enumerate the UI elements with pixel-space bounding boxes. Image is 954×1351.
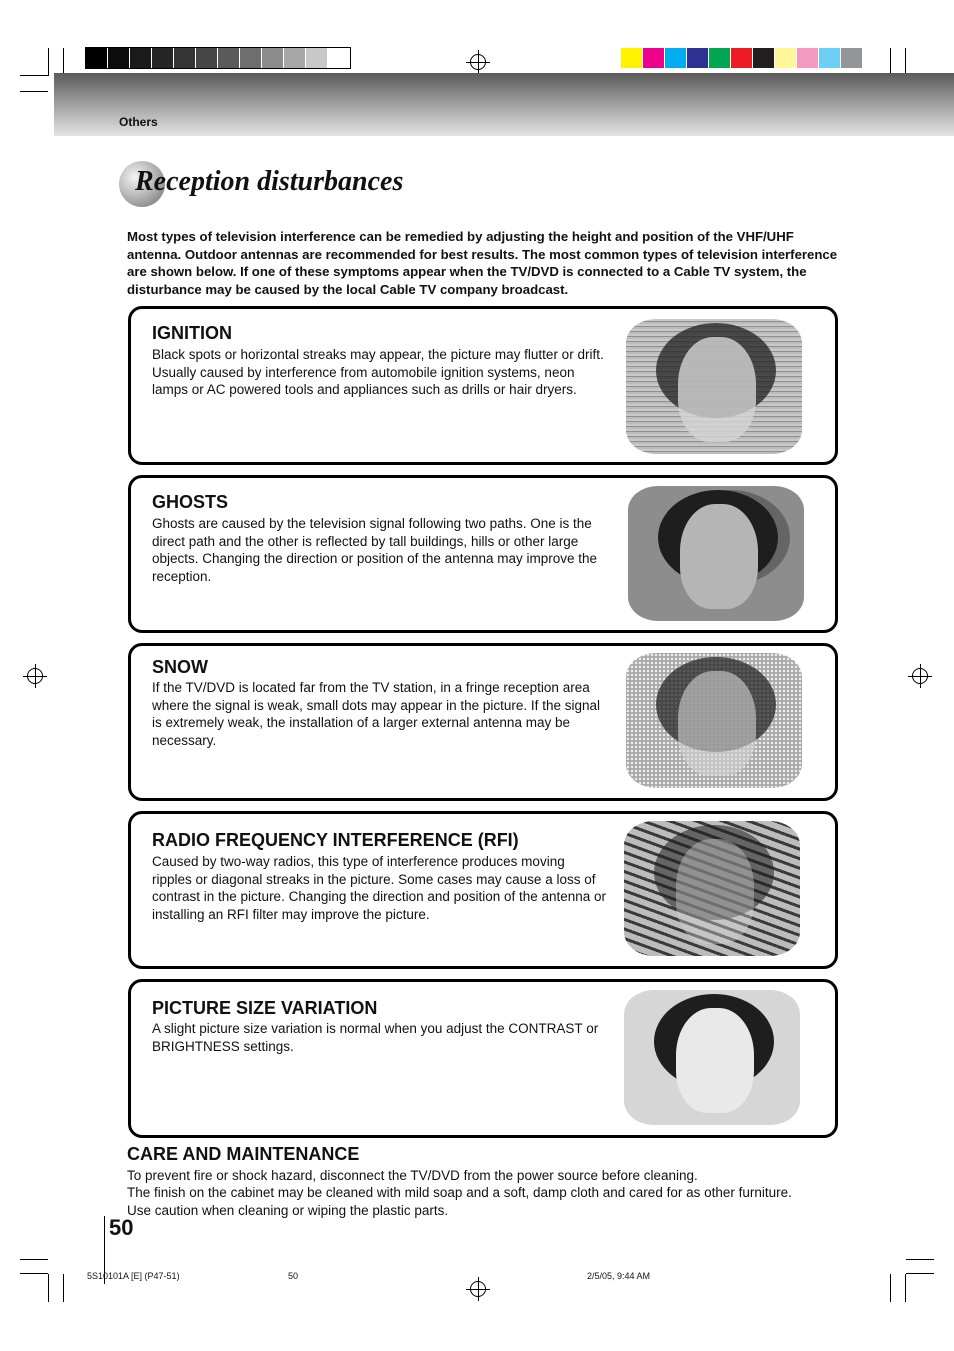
color-swatch xyxy=(621,48,643,68)
color-swatch xyxy=(797,48,819,68)
registration-mark-icon xyxy=(470,1281,486,1297)
ignition-example-image xyxy=(626,319,802,454)
crop-mark xyxy=(906,1273,934,1274)
crop-mark xyxy=(890,1274,891,1302)
gray-swatch xyxy=(152,48,174,68)
color-swatch xyxy=(819,48,841,68)
crop-mark xyxy=(890,48,891,76)
color-swatch xyxy=(731,48,753,68)
gray-swatch xyxy=(218,48,240,68)
care-heading: CARE AND MAINTENANCE xyxy=(127,1144,360,1164)
ghosts-box xyxy=(128,475,838,633)
ignition-box xyxy=(128,306,838,465)
section-body: Caused by two-way radios, this type of interference produces moving ripples or diagonal streaks in the picture. Some cases may cause a loss of contrast in the picture. Changing the direction and position of the antenna or installing an RFI filter may improve the picture. xyxy=(152,854,607,922)
picture-size-box xyxy=(128,979,838,1138)
section-label: Others xyxy=(119,115,158,129)
care-line: The finish on the cabinet may be cleaned with mild soap and a soft, damp cloth and cared for as other furniture. xyxy=(127,1185,792,1200)
color-swatch xyxy=(709,48,731,68)
picture-size-example-image xyxy=(624,990,800,1125)
grayscale-color-bar xyxy=(86,48,350,68)
gray-swatch xyxy=(86,48,108,68)
crop-mark xyxy=(20,1273,48,1274)
footer-file: 5S10101A [E] (P47-51) xyxy=(87,1271,180,1281)
gray-swatch xyxy=(240,48,262,68)
section-body: A slight picture size variation is normal when you adjust the CONTRAST or BRIGHTNESS settings. xyxy=(152,1021,599,1054)
crop-mark xyxy=(48,48,49,76)
footer-date: 2/5/05, 9:44 AM xyxy=(587,1271,651,1281)
color-swatch xyxy=(753,48,775,68)
rfi-box xyxy=(128,811,838,969)
section-heading: GHOSTS xyxy=(152,492,229,512)
section-body: Black spots or horizontal streaks may appear, the picture may flutter or drift. Usually caused by interference from automobile ignition systems, neon lamps or AC powered tools and appliances such as drills or hair dryers. xyxy=(152,347,604,397)
gray-swatch xyxy=(328,48,350,68)
intro-paragraph: Most types of television interference can be remedied by adjusting the height and position of the VHF/UHF antenna. Outdoor antennas are recommended for best results. The most common types of television interference are shown below. If one of these symptoms appear when the TV/DVD is connected to a Cable TV system, the disturbance may be caused by the local Cable TV company broadcast. xyxy=(127,229,838,297)
registration-mark-icon xyxy=(470,54,486,70)
color-swatch xyxy=(687,48,709,68)
gray-swatch xyxy=(174,48,196,68)
section-heading: IGNITION xyxy=(152,323,232,343)
crop-mark xyxy=(20,91,48,92)
section-body: If the TV/DVD is located far from the TV station, in a fringe reception area where the signal is weak, small dots may appear in the picture. If the signal is extremely weak, the installation of a larger external antenna may be necessary. xyxy=(152,680,600,748)
gray-swatch xyxy=(306,48,328,68)
footer-page: 50 xyxy=(288,1271,299,1281)
gray-swatch xyxy=(196,48,218,68)
section-body: Ghosts are caused by the television signal following two paths. One is the direct path and the other is reflected by tall buildings, hills or other large objects. Changing the direction or position of the antenna may improve the reception. xyxy=(152,516,598,584)
color-swatch xyxy=(643,48,665,68)
snow-example-image xyxy=(626,653,802,788)
crop-mark xyxy=(20,1259,48,1260)
crop-mark xyxy=(63,48,64,76)
section-heading: PICTURE SIZE VARIATION xyxy=(152,998,378,1018)
care-line: To prevent fire or shock hazard, disconnect the TV/DVD from the power source before cleaning. xyxy=(127,1168,698,1183)
crop-mark xyxy=(20,75,48,76)
section-heading: RADIO FREQUENCY INTERFERENCE (RFI) xyxy=(152,830,519,850)
color-swatch xyxy=(775,48,797,68)
ghosts-example-image xyxy=(628,486,804,621)
color-swatch xyxy=(665,48,687,68)
gray-swatch xyxy=(130,48,152,68)
crop-mark xyxy=(906,1259,934,1260)
color-swatch xyxy=(841,48,863,68)
section-heading: SNOW xyxy=(152,657,208,677)
registration-mark-icon xyxy=(912,668,928,684)
header-band xyxy=(54,73,954,136)
care-line: Use caution when cleaning or wiping the plastic parts. xyxy=(127,1203,449,1218)
registration-mark-icon xyxy=(27,668,43,684)
gray-swatch xyxy=(108,48,130,68)
rfi-example-image xyxy=(624,821,800,956)
crop-mark xyxy=(905,48,906,76)
gray-swatch xyxy=(284,48,306,68)
crop-mark xyxy=(48,1274,49,1302)
page-title: Reception disturbances xyxy=(135,166,404,197)
gray-swatch xyxy=(262,48,284,68)
crop-mark xyxy=(63,1274,64,1302)
process-color-bar xyxy=(621,48,863,68)
page-number: 50 xyxy=(109,1215,134,1240)
crop-mark xyxy=(905,1274,906,1302)
snow-box xyxy=(128,643,838,801)
